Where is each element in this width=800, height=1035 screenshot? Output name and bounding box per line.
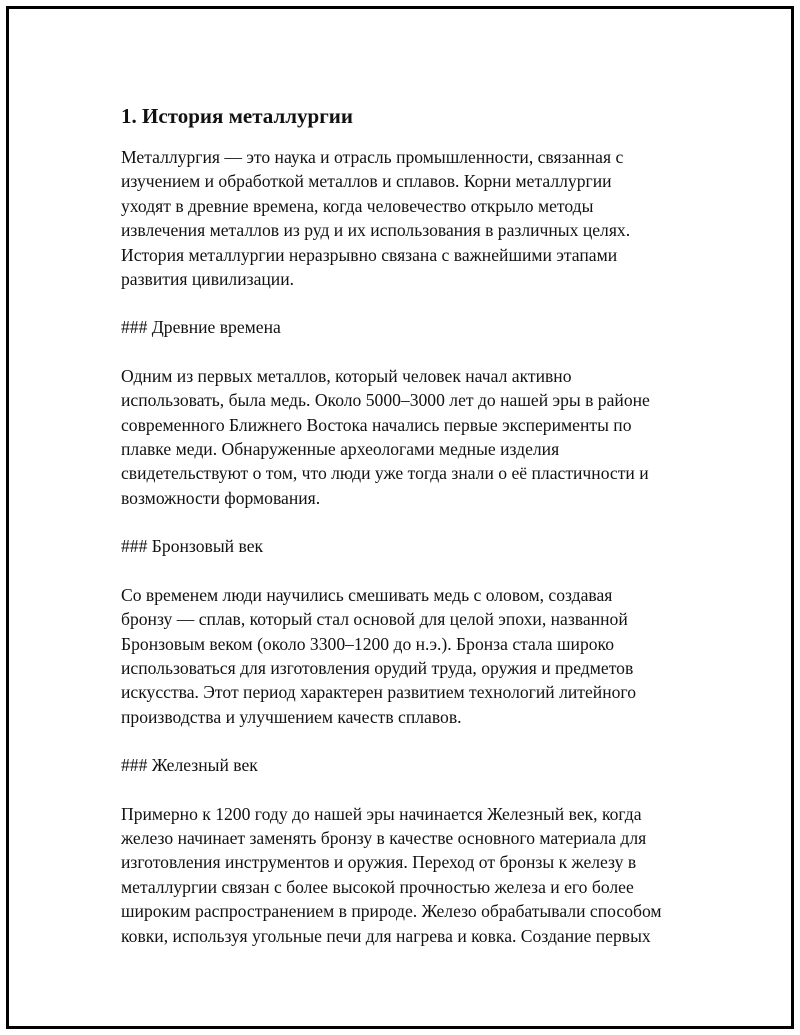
- document-body: [121, 103, 701, 948]
- text-line: использовать, была медь. Около 5000–3000 лет до нашей эры в районе: [121, 390, 650, 411]
- text-line: Со временем люди научились смешивать медь с оловом, создавая: [121, 584, 613, 605]
- text-line: извлечения металлов из руд и их использования в различных целях.: [121, 220, 631, 241]
- text-line: современного Ближнего Востока начались первые эксперименты по: [121, 414, 632, 435]
- text-line: Одним из первых металлов, который человек начал активно: [121, 365, 572, 386]
- text-line: изготовления инструментов и оружия. Переход от бронзы к железу в: [121, 852, 637, 873]
- section-paragraph-bronze: [121, 583, 701, 729]
- document-title: 1. История металлургии: [121, 104, 353, 128]
- intro-paragraph: [121, 145, 701, 291]
- text-line: ковки, используя угольные печи для нагрева и ковка. Создание первых: [121, 925, 651, 946]
- text-line: плавке меди. Обнаруженные археологами медные изделия: [121, 439, 560, 460]
- section-heading-bronze: ### Бронзовый век: [121, 536, 264, 557]
- text-line: Металлургия — это наука и отрасль промышленности, связанная с: [121, 147, 624, 167]
- text-line: уходят в древние времена, когда человечество открыло методы: [121, 195, 594, 216]
- text-line: железо начинает заменять бронзу в качестве основного материала для: [121, 827, 647, 848]
- text-line: возможности формования.: [121, 487, 321, 508]
- text-line: бронзу — сплав, который стал основой для целой эпохи, названной: [121, 609, 628, 630]
- text-line: свидетельствуют о том, что люди уже тогда знали о её пластичности и: [121, 463, 649, 484]
- page-frame: [6, 6, 794, 1029]
- text-line: развития цивилизации.: [121, 269, 295, 290]
- section-heading-ancient: ### Древние времена: [121, 317, 281, 338]
- text-line: искусства. Этот период характерен развитием технологий литейного: [121, 682, 637, 703]
- text-line: широким распространением в природе. Железо обрабатывали способом: [121, 901, 662, 922]
- text-line: использоваться для изготовления орудий труда, оружия и предметов: [121, 657, 634, 678]
- text-line: изучением и обработкой металлов и сплавов. Корни металлургии: [121, 171, 612, 192]
- text-line: Бронзовым веком (около 3300–1200 до н.э.). Бронза стала широко: [121, 633, 615, 654]
- text-line: металлургии связан с более высокой прочностью железа и его более: [121, 876, 634, 897]
- section-heading-iron: ### Железный век: [121, 755, 258, 776]
- text-line: производства и улучшением качеств сплавов.: [121, 706, 462, 727]
- text-line: История металлургии неразрывно связана с важнейшими этапами: [121, 244, 618, 265]
- section-paragraph-iron: [121, 802, 701, 948]
- section-paragraph-ancient: [121, 364, 701, 510]
- text-line: Примерно к 1200 году до нашей эры начинается Железный век, когда: [121, 803, 642, 824]
